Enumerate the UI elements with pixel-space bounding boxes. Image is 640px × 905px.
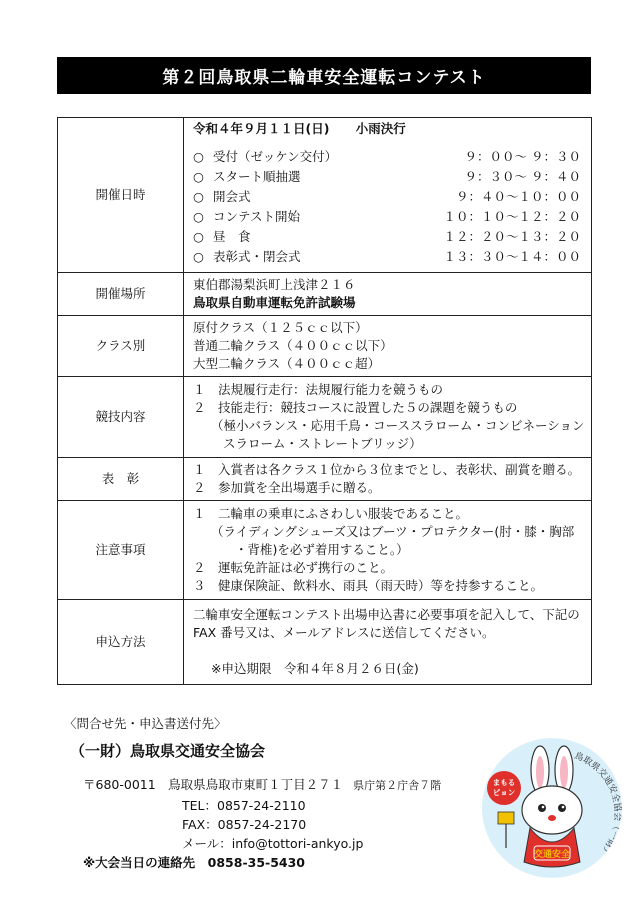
schedule-item-name: 開会式: [213, 189, 251, 204]
schedule-item-time: １３：３０〜１４：００: [443, 249, 581, 264]
schedule-item-name: 受付（ゼッケン交付）: [213, 149, 338, 164]
contact-fax: FAX：0857-24-2170: [182, 817, 307, 832]
rabbit-mascot-icon: [482, 738, 622, 878]
schedule-bullet: ○: [193, 229, 204, 244]
table-row-apply: [58, 600, 592, 685]
table-row-schedule: [58, 118, 592, 273]
venue-name: 鳥取県自動車運転免許試験場: [193, 295, 356, 310]
events-line: ２ 技能走行：競技コースに設置した５の課題を競うもの: [193, 400, 518, 415]
class-item: 普通二輪クラス（４００ｃｃ以下）: [193, 338, 393, 353]
contact-address: 〒680-0011 鳥取県鳥取市東町１丁目２７１: [83, 777, 344, 792]
contact-email: メール：info@tottori-ankyo.jp: [182, 836, 364, 851]
class-item: 原付クラス（１２５ｃｃ以下）: [193, 320, 368, 335]
schedule-bullet: ○: [193, 169, 204, 184]
schedule-item-name: 昼 食: [213, 229, 251, 244]
venue-label: 開催場所: [58, 273, 184, 316]
weather-note: 小雨決行: [355, 121, 406, 136]
events-line: スラローム・ストレートブリッジ）: [223, 436, 422, 451]
schedule-item-time: ９：３０〜 ９：４０: [464, 169, 581, 184]
events-line: １ 法規履行走行：法規履行能力を競うもの: [193, 382, 444, 397]
notes-line: ・背椎)を必ず着用すること。）: [235, 542, 409, 557]
classes-label: クラス別: [58, 316, 184, 377]
awards-label: 表 彰: [58, 458, 184, 501]
table-row-notes: [58, 501, 592, 600]
schedule-item-time: ９：００〜 ９：３０: [464, 149, 581, 164]
mascot-speech-line1: まもる: [492, 778, 516, 787]
notes-label: 注意事項: [58, 501, 184, 600]
contact-tel: TEL：0857-24-2110: [182, 798, 306, 813]
schedule-bullet: ○: [193, 249, 204, 264]
venue-address: 東伯郡湯梨浜町上浅津２１６: [193, 277, 356, 292]
table-row-venue: [58, 273, 592, 316]
contest-info-table: [57, 117, 592, 685]
page-title: 第２回鳥取県二輪車安全運転コンテスト: [57, 57, 591, 94]
awards-line: １ 入賞者は各クラス１位から３位までとし、表彰状、副賞を贈る。: [193, 462, 581, 477]
apply-label: 申込方法: [58, 600, 184, 685]
mascot-speech-line2: ピョン: [492, 788, 516, 797]
schedule-item-time: ９：４０〜１０：００: [455, 189, 581, 204]
schedule-item-name: スタート順抽選: [213, 169, 301, 184]
schedule-cell: [184, 118, 592, 273]
class-item: 大型二輪クラス（４００ｃｃ超）: [193, 356, 381, 371]
notes-line: １ 二輪車の乗車にふさわしい服装であること。: [193, 506, 469, 521]
schedule-label: 開催日時: [58, 118, 184, 273]
schedule-bullet: ○: [193, 189, 204, 204]
table-row-events: [58, 377, 592, 458]
schedule-bullet: ○: [193, 209, 204, 224]
schedule-item-name: 表彰式・閉会式: [213, 249, 301, 264]
mascot-arc-text: 鳥取県交通安全協会（一財）: [572, 751, 622, 858]
notes-line: ３ 健康保険証、飲料水、雨具（雨天時）等を持参すること。: [193, 578, 544, 593]
schedule-bullet: ○: [193, 149, 204, 164]
awards-line: ２ 参加賞を全出場選手に贈る。: [193, 480, 381, 495]
notes-line: ２ 運転免許証は必ず携行のこと。: [193, 560, 394, 575]
contact-org: （一財）鳥取県交通安全協会: [70, 742, 266, 760]
safety-mascot-badge: [482, 738, 622, 878]
apply-deadline: ※申込期限 令和４年８月２６日(金): [211, 661, 419, 676]
table-row-awards: [58, 458, 592, 501]
mascot-badge-text: 交通安全: [533, 850, 571, 860]
events-line: （極小バランス・応用千鳥・コーススラローム・コンビネーション: [211, 418, 585, 433]
schedule-list: [193, 148, 585, 266]
contact-building: 県庁第２庁舎７階: [353, 779, 442, 792]
contact-heading: 〈問合せ先・申込書送付先〉: [64, 716, 227, 731]
table-row-classes: [58, 316, 592, 377]
schedule-item-time: １２：２０〜１３：２０: [443, 229, 581, 244]
contest-date: 令和４年９月１１日(日): [193, 121, 330, 136]
notes-line: （ライディングシューズ又はブーツ・プロテクター(肘・膝・胸部: [211, 524, 575, 539]
contact-day-of: ※大会当日の連絡先 0858-35-5430: [83, 855, 306, 870]
schedule-item-time: １０：１０〜１２：２０: [443, 209, 581, 224]
events-label: 競技内容: [58, 377, 184, 458]
apply-line: FAX 番号又は、メールアドレスに送信してください。: [193, 625, 495, 640]
apply-line: 二輪車安全運転コンテスト出場申込書に必要事項を記入して、下記の: [193, 607, 580, 622]
schedule-item-name: コンテスト開始: [213, 209, 301, 224]
